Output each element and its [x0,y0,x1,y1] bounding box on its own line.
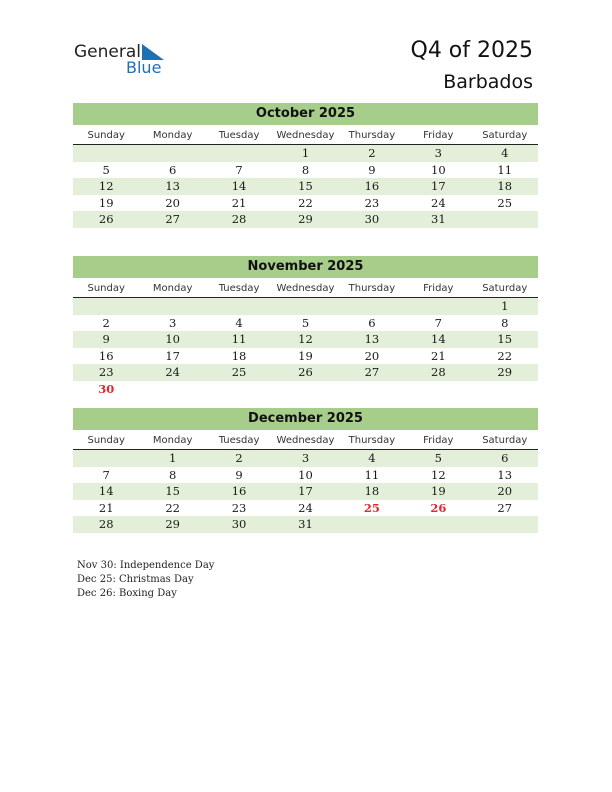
day-cell: 3 [434,146,442,160]
day-cell: 29 [497,365,513,379]
day-cell: 1 [501,299,509,313]
day-cell [405,516,471,533]
day-cell: 14 [431,332,446,346]
holiday-note: Nov 30: Independence Day [77,560,215,571]
month-october [73,103,538,228]
day-cell: 28 [231,212,247,226]
weekday-label: Thursday [348,130,396,141]
logo [74,42,174,78]
weekday-label: Friday [423,435,454,446]
day-cell: 22 [298,195,313,210]
day-cell: 19 [298,348,313,363]
holiday-note: Dec 25: Christmas Day [77,574,194,585]
day-cell: 22 [165,500,180,515]
day-cell: 18 [497,179,513,193]
day-cell: 2 [235,451,243,465]
day-cell: 6 [368,315,376,330]
day-cell: 10 [298,467,313,482]
day-cell [405,298,471,315]
day-cell [139,381,205,398]
day-cell: 23 [98,365,114,379]
day-cell: 18 [364,484,380,498]
day-cell [73,145,139,162]
day-cell: 9 [235,467,243,482]
day-cell: 20 [165,195,180,210]
weekday-header-row [73,280,538,298]
weekday-label: Monday [152,283,193,294]
week-row [73,483,538,500]
weekday-label: Tuesday [218,130,260,141]
day-cell: 7 [434,315,442,330]
day-cell: 9 [102,332,110,346]
weekday-label: Thursday [348,283,396,294]
weekday-label: Wednesday [276,283,335,294]
day-cell: 20 [497,484,513,498]
day-cell: 31 [431,212,446,226]
day-cell: 6 [501,451,509,465]
month-header: October 2025 [73,103,538,125]
day-cell: 11 [497,162,513,177]
day-cell: 29 [165,517,180,531]
day-cell: 1 [168,451,177,465]
weekday-label: Sunday [87,283,125,294]
day-cell [206,298,272,315]
day-cell: 23 [231,500,247,515]
day-cell: 13 [165,179,180,193]
weekday-label: Wednesday [276,435,335,446]
day-cell: 28 [431,365,446,379]
weekday-label: Saturday [482,435,528,446]
weekday-label: Tuesday [218,435,260,446]
weekday-label: Sunday [87,130,125,141]
day-cell: 21 [431,348,446,363]
holiday-notes [77,559,214,601]
weekday-label: Friday [423,130,454,141]
week-row [73,348,538,365]
day-cell: 24 [165,365,180,379]
day-cell: 16 [364,179,380,193]
day-cell: 30 [364,212,380,226]
day-cell: 8 [168,467,177,482]
day-cell: 10 [431,162,446,177]
day-cell [139,298,205,315]
day-cell: 15 [497,332,513,346]
day-cell: 25 [231,365,247,379]
day-cell: 12 [298,332,313,346]
day-cell: 11 [364,467,380,482]
day-cell: 15 [298,179,313,193]
weekday-label: Wednesday [276,130,335,141]
day-cell: 5 [301,315,310,330]
day-cell: 23 [364,195,380,210]
week-row [73,381,538,398]
weekday-label: Friday [423,283,454,294]
weekday-header-row [73,127,538,145]
weekday-label: Sunday [87,435,125,446]
day-cell: 17 [298,484,313,498]
week-row [73,145,538,162]
day-cell [472,516,538,533]
week-row [73,467,538,484]
holiday-note: Dec 26: Boxing Day [77,588,177,599]
day-cell: 7 [235,162,243,177]
day-cell: 25 [497,195,513,210]
day-cell: 2 [368,146,376,160]
day-cell: 27 [497,500,513,515]
day-cell: 19 [431,484,446,498]
day-cell [339,381,405,398]
day-cell [73,298,139,315]
day-cell [272,381,338,398]
day-cell: 22 [497,348,513,363]
day-cell: 6 [168,162,177,177]
weekday-label: Monday [152,130,193,141]
day-cell: 26 [298,365,313,379]
day-cell: 28 [98,517,114,531]
day-cell: 4 [368,451,376,465]
day-cell: 14 [231,179,247,193]
day-cell: 13 [364,332,380,346]
holiday-day-cell: 25 [363,500,380,515]
week-row [73,364,538,381]
weekday-label: Monday [152,435,193,446]
day-cell: 21 [98,500,114,515]
day-cell: 27 [364,365,380,379]
day-cell [206,145,272,162]
week-row [73,500,538,517]
day-cell: 13 [497,467,513,482]
month-header: December 2025 [73,408,538,430]
day-cell [339,516,405,533]
page-subtitle: Barbados [443,71,533,93]
day-cell: 29 [298,212,313,226]
day-cell: 3 [301,451,310,465]
day-cell: 24 [431,195,446,210]
day-cell: 26 [98,212,114,226]
weekday-label: Saturday [482,283,528,294]
day-cell: 24 [298,500,313,515]
day-cell: 4 [501,146,509,160]
month-november [73,256,538,397]
week-row [73,195,538,212]
day-cell: 1 [301,146,310,160]
day-cell: 21 [231,195,247,210]
day-cell: 12 [98,179,114,193]
day-cell: 27 [165,212,180,226]
page-title: Q4 of 2025 [410,38,533,63]
day-cell: 2 [102,315,110,330]
day-cell [73,450,139,467]
day-cell: 8 [301,162,310,177]
day-cell: 12 [431,467,446,482]
day-cell [206,381,272,398]
day-cell: 5 [434,451,442,465]
day-cell: 4 [235,315,243,330]
day-cell: 18 [231,348,247,363]
day-cell: 16 [231,484,247,498]
week-row [73,450,538,467]
month-december [73,408,538,533]
day-cell: 8 [501,315,509,330]
day-cell [472,381,538,398]
logo-word-blue: Blue [126,58,162,77]
weekday-label: Saturday [482,130,528,141]
week-row [73,315,538,332]
day-cell [339,298,405,315]
day-cell: 14 [98,484,114,498]
day-cell: 19 [98,195,114,210]
holiday-day-cell: 26 [430,500,447,515]
week-row [73,298,538,315]
day-cell: 30 [231,517,247,531]
day-cell [472,211,538,228]
weekday-label: Thursday [348,435,396,446]
day-cell: 10 [165,332,180,346]
day-cell: 31 [298,517,313,531]
month-header: November 2025 [73,256,538,278]
week-row [73,178,538,195]
day-cell: 17 [165,348,180,363]
weekday-label: Tuesday [218,283,260,294]
logo-word-general: General [74,42,141,62]
day-cell [272,298,338,315]
week-row [73,516,538,533]
day-cell: 11 [231,332,247,346]
week-row [73,331,538,348]
day-cell: 16 [98,348,114,363]
day-cell: 17 [431,179,446,193]
day-cell: 7 [102,467,110,482]
day-cell [139,145,205,162]
day-cell: 5 [102,162,110,177]
week-row [73,211,538,228]
day-cell [405,381,471,398]
holiday-day-cell: 30 [98,381,115,396]
day-cell: 20 [364,348,380,363]
day-cell: 3 [168,315,177,330]
week-row [73,162,538,179]
day-cell: 15 [165,484,180,498]
day-cell: 9 [368,162,376,177]
weekday-header-row [73,432,538,450]
